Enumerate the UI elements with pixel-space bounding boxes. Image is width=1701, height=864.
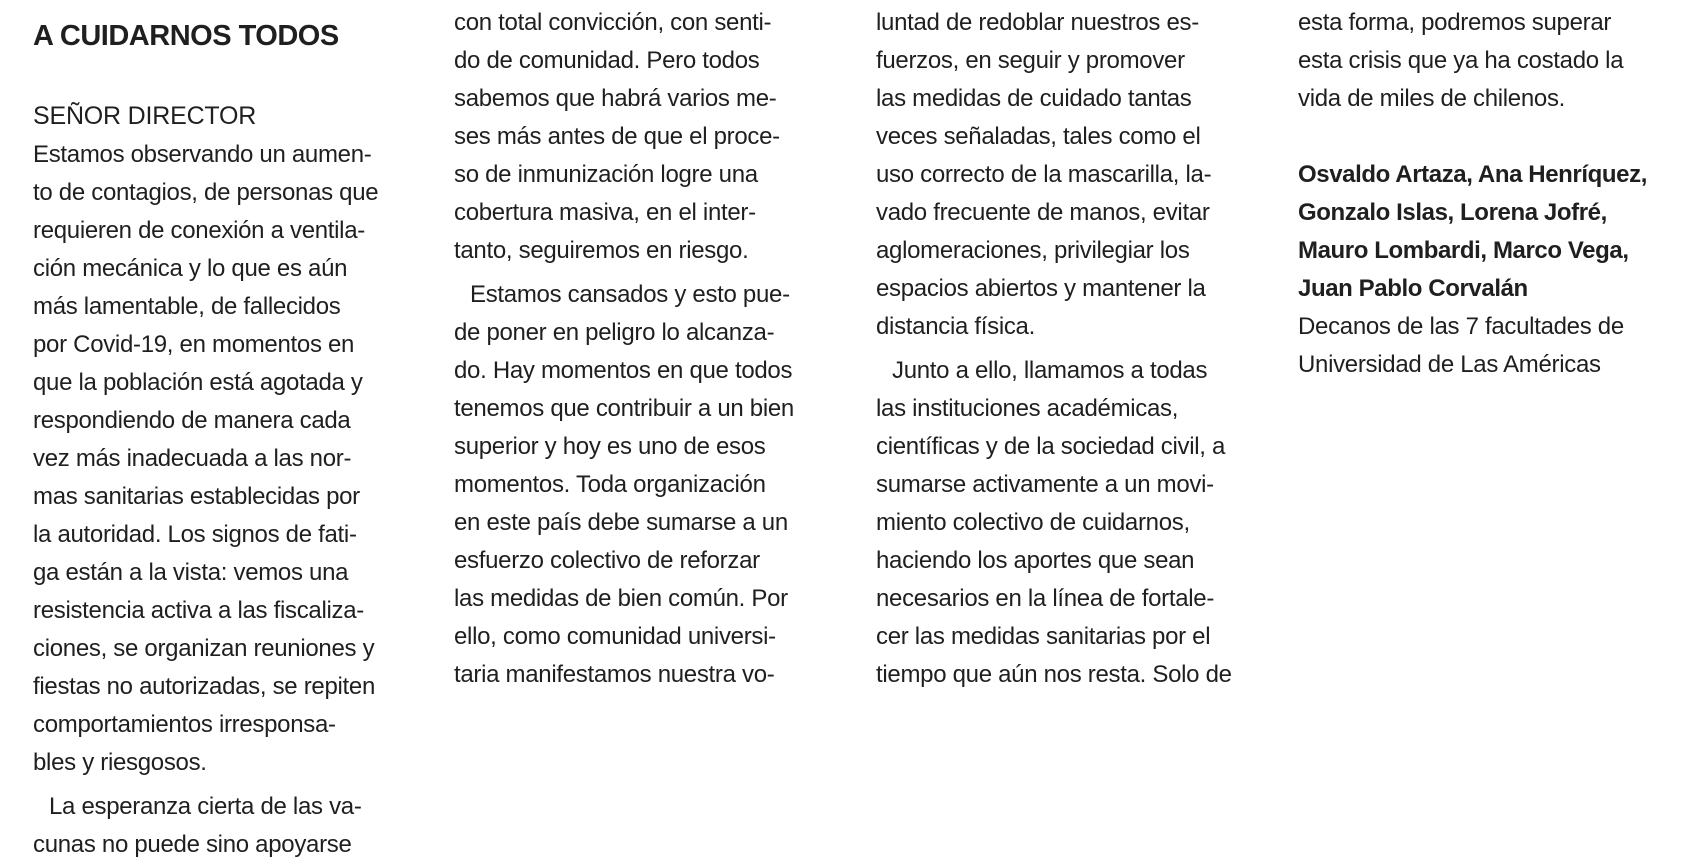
- text-line: requieren de conexión a ventila-: [33, 217, 365, 244]
- text-line: haciendo los aportes que sean: [876, 547, 1195, 574]
- text-line: superior y hoy es uno de esos: [454, 433, 766, 460]
- text-line: ción mecánica y lo que es aún: [33, 255, 348, 282]
- text-line: tenemos que contribuir a un bien: [454, 395, 794, 422]
- text-line: respondiendo de manera cada: [33, 407, 351, 434]
- text-line: veces señaladas, tales como el: [876, 123, 1201, 150]
- signature-line: Gonzalo Islas, Lorena Jofré,: [1298, 199, 1607, 226]
- text-line: miento colectivo de cuidarnos,: [876, 509, 1190, 536]
- text-line: momentos. Toda organización: [454, 471, 766, 498]
- text-line: luntad de redoblar nuestros es-: [876, 9, 1199, 36]
- text-line: fuerzos, en seguir y promover: [876, 47, 1185, 74]
- text-line: tiempo que aún nos resta. Solo de: [876, 661, 1232, 688]
- column-2-text: [454, 4, 794, 694]
- signature-block: [1298, 156, 1647, 384]
- text-line: la autoridad. Los signos de fati-: [33, 521, 357, 548]
- text-line: con total convicción, con senti-: [454, 9, 772, 36]
- text-line: vez más inadecuada a las nor-: [33, 445, 352, 472]
- column-3-text: [876, 4, 1232, 694]
- affiliation-line: Decanos de las 7 facultades de: [1298, 313, 1624, 340]
- signature-line: Juan Pablo Corvalán: [1298, 275, 1528, 302]
- signature-line: Osvaldo Artaza, Ana Henríquez,: [1298, 161, 1647, 188]
- text-line: esta forma, podremos superar: [1298, 9, 1612, 36]
- text-line: cobertura masiva, en el inter-: [454, 199, 756, 226]
- column-1-text: [33, 136, 378, 864]
- text-line: resistencia activa a las fiscaliza-: [33, 597, 364, 624]
- text-line: Estamos cansados y esto pue-: [470, 281, 790, 308]
- text-line: ga están a la vista: vemos una: [33, 559, 349, 586]
- text-line: científicas y de la sociedad civil, a: [876, 433, 1226, 460]
- text-line: taria manifestamos nuestra vo-: [454, 661, 775, 688]
- text-line: esfuerzo colectivo de reforzar: [454, 547, 760, 574]
- affiliation-line: Universidad de Las Américas: [1298, 351, 1601, 378]
- text-line: cunas no puede sino apoyarse: [33, 831, 352, 858]
- text-line: cer las medidas sanitarias por el: [876, 623, 1211, 650]
- text-line: espacios abiertos y mantener la: [876, 275, 1206, 302]
- text-line: La esperanza cierta de las va-: [49, 793, 362, 820]
- signature-line: Mauro Lombardi, Marco Vega,: [1298, 237, 1629, 264]
- text-line: que la población está agotada y: [33, 369, 363, 396]
- text-line: en este país debe sumarse a un: [454, 509, 788, 536]
- text-line: aglomeraciones, privilegiar los: [876, 237, 1190, 264]
- text-line: to de contagios, de personas que: [33, 179, 379, 206]
- text-line: fiestas no autorizadas, se repiten: [33, 673, 376, 700]
- text-line: las medidas de bien común. Por: [454, 585, 788, 612]
- text-line: uso correcto de la mascarilla, la-: [876, 161, 1212, 188]
- text-line: ciones, se organizan reuniones y: [33, 635, 375, 662]
- text-line: las medidas de cuidado tantas: [876, 85, 1192, 112]
- text-line: por Covid-19, en momentos en: [33, 331, 355, 358]
- text-line: las instituciones académicas,: [876, 395, 1179, 422]
- text-line: esta crisis que ya ha costado la: [1298, 47, 1624, 74]
- text-line: Junto a ello, llamamos a todas: [892, 357, 1208, 384]
- text-line: distancia física.: [876, 313, 1035, 340]
- text-line: ello, como comunidad universi-: [454, 623, 776, 650]
- text-line: de poner en peligro lo alcanza-: [454, 319, 775, 346]
- text-line: vida de miles de chilenos.: [1298, 85, 1566, 112]
- text-line: mas sanitarias establecidas por: [33, 483, 360, 510]
- column-4-text: [1298, 4, 1623, 118]
- text-line: Estamos observando un aumen-: [33, 141, 372, 168]
- text-line: tanto, seguiremos en riesgo.: [454, 237, 749, 264]
- text-line: sabemos que habrá varios me-: [454, 85, 777, 112]
- text-line: comportamientos irresponsa-: [33, 711, 336, 738]
- text-line: ses más antes de que el proce-: [454, 123, 780, 150]
- text-line: más lamentable, de fallecidos: [33, 293, 341, 320]
- salutation: SEÑOR DIRECTOR: [33, 102, 257, 130]
- text-line: sumarse activamente a un movi-: [876, 471, 1214, 498]
- headline: A CUIDARNOS TODOS: [33, 20, 339, 52]
- text-line: so de inmunización logre una: [454, 161, 758, 188]
- text-line: do de comunidad. Pero todos: [454, 47, 760, 74]
- text-line: bles y riesgosos.: [33, 749, 207, 776]
- text-line: necesarios en la línea de fortale-: [876, 585, 1215, 612]
- text-line: vado frecuente de manos, evitar: [876, 199, 1210, 226]
- text-line: do. Hay momentos en que todos: [454, 357, 793, 384]
